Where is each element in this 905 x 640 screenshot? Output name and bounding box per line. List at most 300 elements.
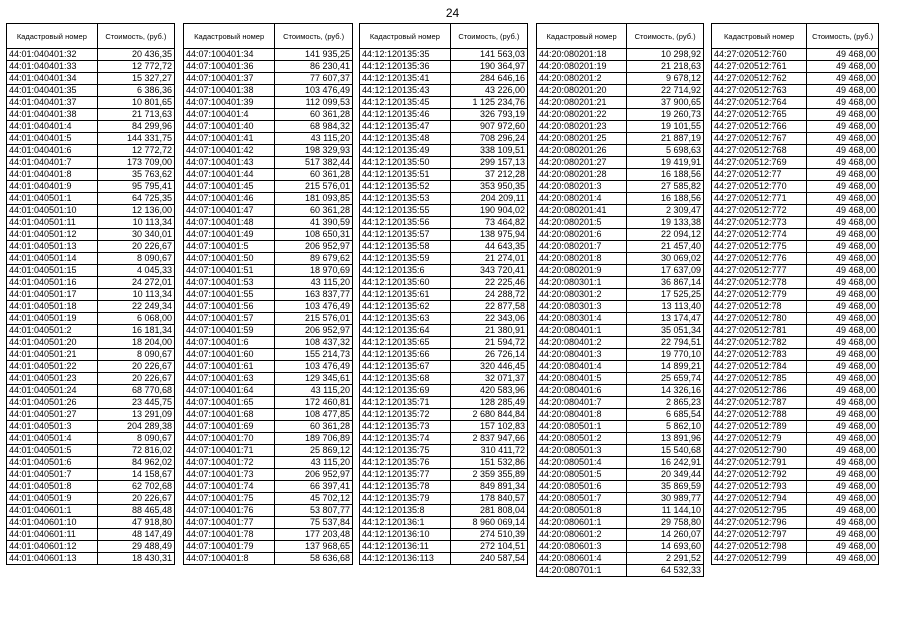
cadastral-number-cell: 44:07:100401:60 [184, 349, 275, 361]
table-row [712, 433, 879, 445]
table-row [537, 253, 704, 265]
cadastral-number-cell: 44:01:040601:1 [7, 505, 98, 517]
cadastral-number-cell: 44:20:080201:19 [537, 61, 627, 73]
table-row [360, 241, 528, 253]
table-row [537, 433, 704, 445]
column-header-cost: Стоимость, (руб.) [627, 24, 704, 49]
table-row [7, 181, 175, 193]
cadastral-number-cell: 44:01:040401:37 [7, 97, 98, 109]
table-row [7, 193, 175, 205]
cadastral-table-1 [6, 23, 175, 565]
table-row [7, 313, 175, 325]
cost-cell: 49 468,00 [807, 133, 879, 145]
cost-cell: 9 678,12 [627, 73, 704, 85]
cadastral-number-cell: 44:20:080301:4 [537, 313, 627, 325]
cost-cell: 12 136,00 [97, 205, 174, 217]
cadastral-number-cell: 44:01:040401:7 [7, 157, 98, 169]
cadastral-number-cell: 44:12:120135:75 [360, 445, 451, 457]
cost-cell: 49 468,00 [807, 301, 879, 313]
cadastral-number-cell: 44:20:080201:8 [537, 253, 627, 265]
cost-cell: 14 899,21 [627, 361, 704, 373]
table-row [537, 133, 704, 145]
cost-cell: 19 770,10 [627, 349, 704, 361]
table-row [360, 109, 528, 121]
cadastral-number-cell: 44:07:100401:79 [184, 541, 275, 553]
cost-cell: 204 209,11 [450, 193, 527, 205]
cadastral-number-cell: 44:01:040501:7 [7, 469, 98, 481]
table-row [360, 49, 528, 61]
cost-cell: 26 726,14 [450, 349, 527, 361]
cadastral-number-cell: 44:12:120135:43 [360, 85, 451, 97]
cost-cell: 16 242,91 [627, 457, 704, 469]
table-row [537, 457, 704, 469]
cost-cell: 22 249,34 [97, 301, 174, 313]
table-row [184, 457, 353, 469]
cost-cell: 43 226,00 [450, 85, 527, 97]
cost-cell: 32 071,37 [450, 373, 527, 385]
cadastral-number-cell: 44:01:040501:6 [7, 457, 98, 469]
cadastral-number-cell: 44:20:080401:3 [537, 349, 627, 361]
cost-cell: 274 510,39 [450, 529, 527, 541]
table-row [712, 553, 879, 565]
cadastral-number-cell: 44:27:020512:792 [712, 469, 807, 481]
cost-cell: 49 468,00 [807, 505, 879, 517]
table-row [360, 385, 528, 397]
cost-cell: 21 594,72 [450, 337, 527, 349]
table-row [712, 481, 879, 493]
cadastral-number-cell: 44:07:100401:46 [184, 193, 275, 205]
cost-cell: 43 115,20 [275, 133, 353, 145]
cost-cell: 49 468,00 [807, 145, 879, 157]
table-row [537, 553, 704, 565]
table-row [712, 277, 879, 289]
cost-cell: 2 837 947,66 [450, 433, 527, 445]
cost-cell: 178 840,57 [450, 493, 527, 505]
cost-cell: 157 102,83 [450, 421, 527, 433]
cadastral-number-cell: 44:27:020512:773 [712, 217, 807, 229]
cost-cell: 49 468,00 [807, 97, 879, 109]
cost-cell: 420 583,96 [450, 385, 527, 397]
table-row [7, 529, 175, 541]
cost-cell: 13 113,40 [627, 301, 704, 313]
cadastral-number-cell: 44:12:120135:52 [360, 181, 451, 193]
cadastral-number-cell: 44:20:080201:25 [537, 133, 627, 145]
cost-cell: 49 468,00 [807, 469, 879, 481]
table-row [360, 205, 528, 217]
cadastral-number-cell: 44:20:080301:2 [537, 289, 627, 301]
cadastral-number-cell: 44:20:080201:5 [537, 217, 627, 229]
cost-cell: 16 181,34 [97, 325, 174, 337]
column-header-cadastral-number: Кадастровый номер [184, 24, 275, 49]
cost-cell: 141 935,25 [275, 49, 353, 61]
table-row [712, 217, 879, 229]
table-row [537, 397, 704, 409]
cost-cell: 49 468,00 [807, 49, 879, 61]
cost-cell: 60 361,28 [275, 205, 353, 217]
cost-cell: 190 904,02 [450, 205, 527, 217]
cadastral-number-cell: 44:12:120135:66 [360, 349, 451, 361]
cost-cell: 45 702,12 [275, 493, 353, 505]
cadastral-number-cell: 44:01:040401:38 [7, 109, 98, 121]
table-row [184, 361, 353, 373]
cost-cell: 173 709,00 [97, 157, 174, 169]
cadastral-number-cell: 44:20:080501:2 [537, 433, 627, 445]
cadastral-number-cell: 44:12:120135:56 [360, 217, 451, 229]
cost-cell: 30 069,02 [627, 253, 704, 265]
cadastral-number-cell: 44:27:020512:765 [712, 109, 807, 121]
table-row [184, 193, 353, 205]
cost-cell: 49 468,00 [807, 73, 879, 85]
cadastral-number-cell: 44:12:120135:72 [360, 409, 451, 421]
cadastral-number-cell: 44:12:120135:77 [360, 469, 451, 481]
cadastral-number-cell: 44:12:120135:61 [360, 289, 451, 301]
cadastral-number-cell: 44:20:080201:26 [537, 145, 627, 157]
table-row [537, 109, 704, 121]
table-row [712, 145, 879, 157]
table-row [184, 133, 353, 145]
cadastral-number-cell: 44:07:100401:78 [184, 529, 275, 541]
cost-cell: 172 460,81 [275, 397, 353, 409]
table-row [184, 409, 353, 421]
table-row [360, 469, 528, 481]
cadastral-number-cell: 44:01:040401:35 [7, 85, 98, 97]
cost-cell: 215 576,01 [275, 313, 353, 325]
table-row [7, 205, 175, 217]
cost-cell: 49 468,00 [807, 289, 879, 301]
cadastral-number-cell: 44:27:020512:790 [712, 445, 807, 457]
cadastral-number-cell: 44:01:040501:1 [7, 193, 98, 205]
table-row [360, 517, 528, 529]
table-row [7, 253, 175, 265]
cadastral-number-cell: 44:07:100401:39 [184, 97, 275, 109]
cadastral-number-cell: 44:01:040501:19 [7, 313, 98, 325]
table-row [7, 85, 175, 97]
table-row [712, 373, 879, 385]
cadastral-number-cell: 44:12:120135:73 [360, 421, 451, 433]
cadastral-number-cell: 44:12:120135:48 [360, 133, 451, 145]
cost-cell: 35 051,34 [627, 325, 704, 337]
table-row [184, 217, 353, 229]
cadastral-number-cell: 44:07:100401:61 [184, 361, 275, 373]
cadastral-number-cell: 44:07:100401:5 [184, 241, 275, 253]
cost-cell: 84 299,96 [97, 121, 174, 133]
cadastral-number-cell: 44:27:020512:784 [712, 361, 807, 373]
table-row [712, 205, 879, 217]
table-row [7, 445, 175, 457]
cadastral-number-cell: 44:12:120136:1 [360, 517, 451, 529]
cost-cell: 299 157,13 [450, 157, 527, 169]
table-row [184, 349, 353, 361]
cost-cell: 30 340,01 [97, 229, 174, 241]
cadastral-number-cell: 44:20:080501:6 [537, 481, 627, 493]
cost-cell: 284 646,16 [450, 73, 527, 85]
cost-cell: 49 468,00 [807, 373, 879, 385]
cost-cell: 907 972,60 [450, 121, 527, 133]
cadastral-number-cell: 44:01:040501:20 [7, 337, 98, 349]
table-row [7, 265, 175, 277]
cost-cell: 190 364,97 [450, 61, 527, 73]
cadastral-number-cell: 44:27:020512:788 [712, 409, 807, 421]
table-row [360, 217, 528, 229]
cost-cell: 25 869,12 [275, 445, 353, 457]
cadastral-number-cell: 44:12:120135:60 [360, 277, 451, 289]
table-row [184, 397, 353, 409]
cost-cell: 6 068,00 [97, 313, 174, 325]
cadastral-number-cell: 44:01:040401:6 [7, 145, 98, 157]
cadastral-number-cell: 44:12:120135:46 [360, 109, 451, 121]
cadastral-number-cell: 44:27:020512:774 [712, 229, 807, 241]
table-row [537, 493, 704, 505]
cadastral-number-cell: 44:01:040501:22 [7, 361, 98, 373]
table-row [184, 157, 353, 169]
cadastral-number-cell: 44:12:120135:8 [360, 505, 451, 517]
cost-cell: 14 260,07 [627, 529, 704, 541]
table-row [537, 409, 704, 421]
cadastral-number-cell: 44:12:120135:71 [360, 397, 451, 409]
cadastral-number-cell: 44:12:120135:55 [360, 205, 451, 217]
table-row [360, 349, 528, 361]
cost-cell: 49 468,00 [807, 109, 879, 121]
cadastral-number-cell: 44:07:100401:51 [184, 265, 275, 277]
cost-cell: 49 468,00 [807, 433, 879, 445]
cadastral-number-cell: 44:01:040601:10 [7, 517, 98, 529]
column-header-cost: Стоимость, (руб.) [97, 24, 174, 49]
cadastral-number-cell: 44:07:100401:57 [184, 313, 275, 325]
cost-cell: 11 144,10 [627, 505, 704, 517]
cadastral-number-cell: 44:27:020512:771 [712, 193, 807, 205]
cadastral-number-cell: 44:12:120136:113 [360, 553, 451, 565]
table-row [537, 541, 704, 553]
cost-cell: 103 476,49 [275, 301, 353, 313]
table-row [7, 361, 175, 373]
cost-cell: 22 094,12 [627, 229, 704, 241]
cost-cell: 43 115,20 [275, 457, 353, 469]
cadastral-number-cell: 44:20:080401:6 [537, 385, 627, 397]
cadastral-number-cell: 44:12:120135:63 [360, 313, 451, 325]
table-row [360, 97, 528, 109]
cadastral-number-cell: 44:27:020512:785 [712, 373, 807, 385]
cadastral-number-cell: 44:27:020512:764 [712, 97, 807, 109]
cadastral-number-cell: 44:20:080501:3 [537, 445, 627, 457]
table-row [360, 145, 528, 157]
cadastral-number-cell: 44:27:020512:799 [712, 553, 807, 565]
cadastral-number-cell: 44:20:080201:22 [537, 109, 627, 121]
table-row [7, 397, 175, 409]
cadastral-number-cell: 44:12:120135:59 [360, 253, 451, 265]
cost-cell: 49 468,00 [807, 445, 879, 457]
table-row [184, 85, 353, 97]
cost-cell: 20 349,44 [627, 469, 704, 481]
cadastral-number-cell: 44:27:020512:782 [712, 337, 807, 349]
table-row [184, 493, 353, 505]
cadastral-number-cell: 44:27:020512:797 [712, 529, 807, 541]
cost-cell: 5 862,10 [627, 421, 704, 433]
cost-cell: 189 706,89 [275, 433, 353, 445]
cadastral-number-cell: 44:01:040401:34 [7, 73, 98, 85]
cost-cell: 8 090,67 [97, 349, 174, 361]
table-row [712, 337, 879, 349]
cost-cell: 6 685,54 [627, 409, 704, 421]
cadastral-number-cell: 44:27:020512:763 [712, 85, 807, 97]
table-row [712, 301, 879, 313]
cadastral-number-cell: 44:12:120135:58 [360, 241, 451, 253]
cost-cell: 49 468,00 [807, 193, 879, 205]
cadastral-number-cell: 44:12:120136:11 [360, 541, 451, 553]
table-row [184, 289, 353, 301]
cost-cell: 138 975,94 [450, 229, 527, 241]
cost-cell: 517 382,44 [275, 157, 353, 169]
cadastral-number-cell: 44:12:120135:49 [360, 145, 451, 157]
table-row [7, 169, 175, 181]
cadastral-number-cell: 44:07:100401:53 [184, 277, 275, 289]
cost-cell: 137 968,65 [275, 541, 353, 553]
table-row [7, 73, 175, 85]
table-row [7, 109, 175, 121]
cost-cell: 49 468,00 [807, 325, 879, 337]
cost-cell: 49 468,00 [807, 361, 879, 373]
cost-cell: 60 361,28 [275, 169, 353, 181]
cadastral-number-cell: 44:07:100401:74 [184, 481, 275, 493]
cadastral-number-cell: 44:27:020512:766 [712, 121, 807, 133]
cadastral-number-cell: 44:01:040501:11 [7, 217, 98, 229]
cadastral-number-cell: 44:01:040501:16 [7, 277, 98, 289]
cost-cell: 64 725,35 [97, 193, 174, 205]
cadastral-number-cell: 44:20:080701:1 [537, 565, 627, 577]
cadastral-number-cell: 44:27:020512:77 [712, 169, 807, 181]
table-row [7, 433, 175, 445]
table-row [7, 469, 175, 481]
table-row [184, 121, 353, 133]
table-row [184, 421, 353, 433]
cadastral-number-cell: 44:20:080501:1 [537, 421, 627, 433]
cost-cell: 12 772,72 [97, 61, 174, 73]
cost-cell: 49 468,00 [807, 205, 879, 217]
cost-cell: 49 468,00 [807, 157, 879, 169]
table-row [537, 481, 704, 493]
table-row [712, 253, 879, 265]
cadastral-number-cell: 44:07:100401:38 [184, 85, 275, 97]
table-row [360, 253, 528, 265]
cadastral-number-cell: 44:07:100401:75 [184, 493, 275, 505]
table-row [7, 517, 175, 529]
cost-cell: 68 984,32 [275, 121, 353, 133]
cost-cell: 49 468,00 [807, 457, 879, 469]
cost-cell: 14 158,67 [97, 469, 174, 481]
table-row [712, 349, 879, 361]
cost-cell: 708 296,24 [450, 133, 527, 145]
cadastral-number-cell: 44:07:100401:34 [184, 49, 275, 61]
cost-cell: 21 713,63 [97, 109, 174, 121]
cadastral-number-cell: 44:01:040501:17 [7, 289, 98, 301]
cost-cell: 49 468,00 [807, 541, 879, 553]
cadastral-number-cell: 44:20:080201:21 [537, 97, 627, 109]
cadastral-table-5 [711, 23, 879, 565]
table-row [184, 529, 353, 541]
table-row [537, 277, 704, 289]
table-row [7, 481, 175, 493]
cost-cell: 20 226,67 [97, 241, 174, 253]
table-row [184, 265, 353, 277]
cadastral-number-cell: 44:07:100401:48 [184, 217, 275, 229]
cost-cell: 10 298,92 [627, 49, 704, 61]
cadastral-number-cell: 44:20:080401:1 [537, 325, 627, 337]
cost-cell: 310 411,72 [450, 445, 527, 457]
cost-cell: 103 476,49 [275, 361, 353, 373]
table-row [184, 145, 353, 157]
cost-cell: 17 525,25 [627, 289, 704, 301]
cadastral-number-cell: 44:01:040501:4 [7, 433, 98, 445]
cost-cell: 15 327,27 [97, 73, 174, 85]
cadastral-number-cell: 44:27:020512:760 [712, 49, 807, 61]
table-row [537, 301, 704, 313]
cost-cell: 22 225,46 [450, 277, 527, 289]
cadastral-number-cell: 44:12:120135:62 [360, 301, 451, 313]
cadastral-number-cell: 44:27:020512:787 [712, 397, 807, 409]
table-row [7, 301, 175, 313]
table-row [184, 253, 353, 265]
table-row [360, 289, 528, 301]
cost-cell: 2 865,23 [627, 397, 704, 409]
table-row [712, 193, 879, 205]
cost-cell: 22 877,58 [450, 301, 527, 313]
cost-cell: 66 397,41 [275, 481, 353, 493]
cadastral-number-cell: 44:07:100401:36 [184, 61, 275, 73]
table-row [184, 445, 353, 457]
cost-cell: 49 468,00 [807, 85, 879, 97]
cost-cell: 141 563,03 [450, 49, 527, 61]
cost-cell: 108 437,32 [275, 337, 353, 349]
table-row [537, 421, 704, 433]
cadastral-number-cell: 44:01:040501:13 [7, 241, 98, 253]
cadastral-number-cell: 44:07:100401:42 [184, 145, 275, 157]
cost-cell: 6 386,36 [97, 85, 174, 97]
cost-cell: 24 272,01 [97, 277, 174, 289]
cost-cell: 343 720,41 [450, 265, 527, 277]
table-row [184, 181, 353, 193]
cost-cell: 49 468,00 [807, 529, 879, 541]
table-row [360, 73, 528, 85]
table-row [712, 313, 879, 325]
table-row [712, 109, 879, 121]
cadastral-number-cell: 44:01:040601:11 [7, 529, 98, 541]
cadastral-number-cell: 44:01:040501:21 [7, 349, 98, 361]
cost-cell: 24 288,72 [450, 289, 527, 301]
cadastral-number-cell: 44:12:120135:50 [360, 157, 451, 169]
cadastral-number-cell: 44:07:100401:76 [184, 505, 275, 517]
table-row [712, 97, 879, 109]
header-row [7, 24, 175, 49]
cadastral-number-cell: 44:20:080201:23 [537, 121, 627, 133]
cadastral-number-cell: 44:07:100401:8 [184, 553, 275, 565]
table-row [537, 325, 704, 337]
cadastral-number-cell: 44:01:040601:12 [7, 541, 98, 553]
cadastral-number-cell: 44:20:080201:4 [537, 193, 627, 205]
table-row [537, 313, 704, 325]
cost-cell: 2 680 844,84 [450, 409, 527, 421]
table-row [184, 301, 353, 313]
cadastral-number-cell: 44:20:080501:5 [537, 469, 627, 481]
cadastral-number-cell: 44:01:040401:4 [7, 121, 98, 133]
cadastral-number-cell: 44:20:080301:1 [537, 277, 627, 289]
cost-cell: 204 289,38 [97, 421, 174, 433]
cost-cell: 49 468,00 [807, 397, 879, 409]
table-row [712, 385, 879, 397]
cadastral-number-cell: 44:12:120135:36 [360, 61, 451, 73]
cadastral-number-cell: 44:01:040501:23 [7, 373, 98, 385]
column-header-cadastral-number: Кадастровый номер [712, 24, 807, 49]
cost-cell: 49 468,00 [807, 169, 879, 181]
cadastral-number-cell: 44:20:080601:2 [537, 529, 627, 541]
